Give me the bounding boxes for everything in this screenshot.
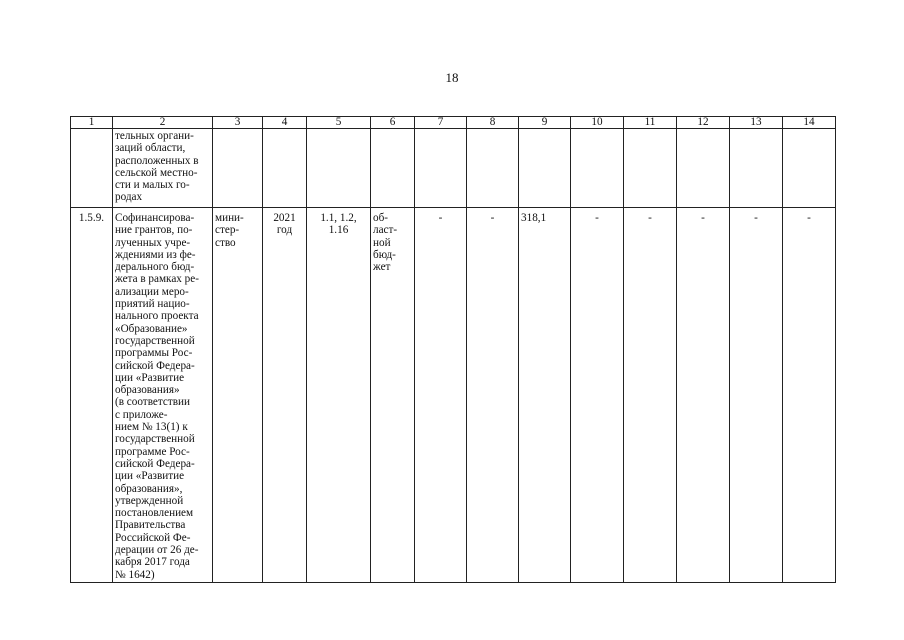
cell-empty [467, 129, 519, 208]
item-value-col7: - [415, 208, 467, 583]
cell-empty [730, 129, 783, 208]
cell-empty [677, 129, 730, 208]
item-period: 2021 год [263, 208, 307, 583]
cell-empty [307, 129, 371, 208]
item-value-col12: - [677, 208, 730, 583]
cell-empty [415, 129, 467, 208]
item-value-col11: - [624, 208, 677, 583]
col-header-8: 8 [467, 117, 519, 129]
item-indicators: 1.1, 1.2, 1.16 [307, 208, 371, 583]
item-value-col8: - [467, 208, 519, 583]
item-value-col10: - [571, 208, 624, 583]
col-header-1: 1 [71, 117, 113, 129]
column-number-row [71, 117, 836, 129]
budget-table [70, 116, 836, 583]
col-header-6: 6 [371, 117, 415, 129]
cell-empty [624, 129, 677, 208]
item-value-col13: - [730, 208, 783, 583]
col-header-3: 3 [213, 117, 263, 129]
col-header-2: 2 [113, 117, 213, 129]
col-header-7: 7 [415, 117, 467, 129]
item-value-col9: 318,1 [519, 208, 571, 583]
col-header-14: 14 [783, 117, 836, 129]
continuation-description: тельных органи- заций области, расположенных в сельской местно- сти и малых го- родах [113, 129, 213, 208]
col-header-9: 9 [519, 117, 571, 129]
cell-empty [263, 129, 307, 208]
cell-empty [783, 129, 836, 208]
cell-empty [213, 129, 263, 208]
item-description: Софинансирова- ние грантов, по- лученных учре- ждениями из фе- дерального бюд- жета в рамках ре- ализации меро- приятий нацио- нального проекта «Образование» государственной программы Рос- сийской Федера- ции «Развитие образования» (в соответствии с приложе- нием № 13(1) к государственной программе Рос- сийской Федера- ции «Развитие образования», утвержденной постановлением Правительства Российской Фе- дерации от 26 де- кабря 2017 года № 1642) [113, 208, 213, 583]
item-executor: мини- стер- ство [213, 208, 263, 583]
cell-empty [571, 129, 624, 208]
item-value-col14: - [783, 208, 836, 583]
col-header-12: 12 [677, 117, 730, 129]
item-number: 1.5.9. [71, 208, 113, 583]
cell-empty [71, 129, 113, 208]
continuation-row [71, 129, 836, 208]
page-number: 18 [445, 70, 459, 85]
col-header-4: 4 [263, 117, 307, 129]
col-header-5: 5 [307, 117, 371, 129]
col-header-11: 11 [624, 117, 677, 129]
col-header-10: 10 [571, 117, 624, 129]
col-header-13: 13 [730, 117, 783, 129]
table-row [71, 208, 836, 583]
item-funding-source: об- ласт- ной бюд- жет [371, 208, 415, 583]
cell-empty [519, 129, 571, 208]
cell-empty [371, 129, 415, 208]
